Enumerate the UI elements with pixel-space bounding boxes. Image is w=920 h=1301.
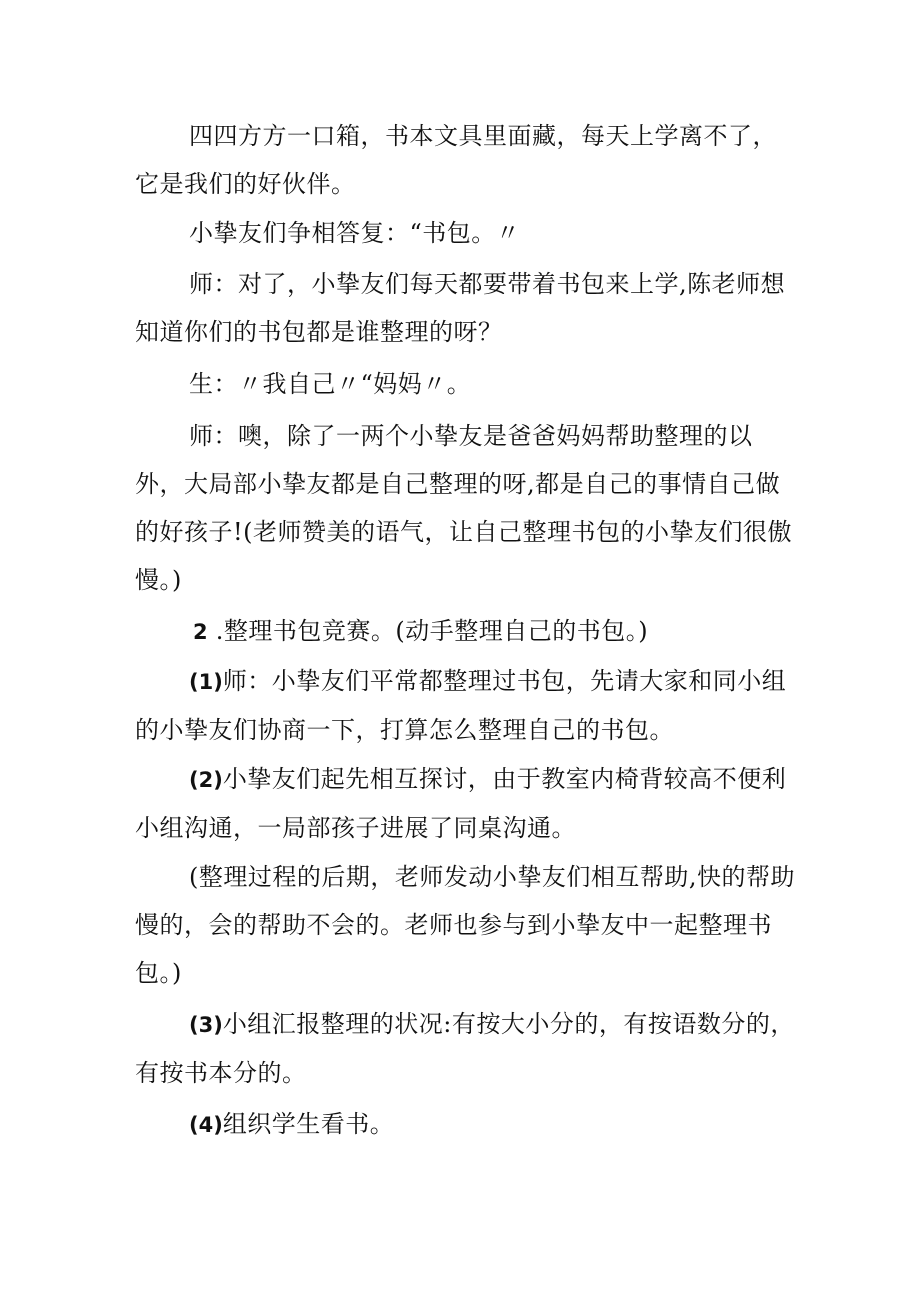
step-number: (3) bbox=[189, 1013, 223, 1037]
paragraph-text: .整理书包竞赛。(动手整理自己的书包。) bbox=[207, 617, 649, 645]
paragraph-step-3 bbox=[135, 1000, 795, 1097]
paragraph-student-answer bbox=[135, 360, 795, 408]
paragraph-step-2 bbox=[135, 755, 795, 852]
paragraph-teacher-praise bbox=[135, 412, 795, 604]
step-number: (2) bbox=[189, 768, 223, 792]
paragraph-text: 师：噢，除了一两个小挚友是爸爸妈妈帮助整理的以外，大局部小挚友都是自己整理的呀,都是自己的事情自己做的好孩子!(老师赞美的语气，让自己整理书包的小挚友们很傲慢。) bbox=[135, 422, 793, 594]
paragraph-riddle bbox=[135, 112, 795, 208]
paragraph-text: 小挚友们起先相互探讨，由于教室内椅背较高不便利小组沟通，一局部孩子进展了同桌沟通。 bbox=[135, 765, 787, 842]
paragraph-text: 师：对了，小挚友们每天都要带着书包来上学,陈老师想知道你们的书包都是谁整理的呀？ bbox=[135, 270, 786, 346]
paragraph-text: 师：小挚友们平常都整理过书包，先请大家和同小组的小挚友们协商一下，打算怎么整理自己的书包。 bbox=[135, 667, 787, 744]
paragraph-section-2 bbox=[135, 607, 795, 656]
step-number: (1) bbox=[189, 670, 223, 694]
paragraph-text: 生：〃我自己〃“妈妈〃。 bbox=[189, 370, 472, 398]
paragraph-text: 四四方方一口箱，书本文具里面藏，每天上学离不了，它是我们的好伙伴。 bbox=[135, 122, 777, 198]
paragraph-teacher-note bbox=[135, 853, 795, 997]
paragraph-text: 组织学生看书。 bbox=[222, 1110, 395, 1138]
paragraph-step-4 bbox=[135, 1100, 795, 1149]
paragraph-children-answer bbox=[135, 209, 795, 257]
paragraph-text: (整理过程的后期，老师发动小挚友们相互帮助,快的帮助慢的，会的帮助不会的。老师也参与到小挚友中一起整理书包。) bbox=[135, 863, 795, 987]
step-number: (4) bbox=[189, 1113, 223, 1137]
paragraph-teacher-question bbox=[135, 260, 795, 356]
paragraph-text: 小挚友们争相答复：“书包。〃 bbox=[189, 219, 521, 247]
section-number: 2 bbox=[193, 620, 208, 644]
paragraph-text: 小组汇报整理的状况:有按大小分的，有按语数分的，有按书本分的。 bbox=[135, 1010, 795, 1087]
paragraph-step-1 bbox=[135, 657, 795, 754]
